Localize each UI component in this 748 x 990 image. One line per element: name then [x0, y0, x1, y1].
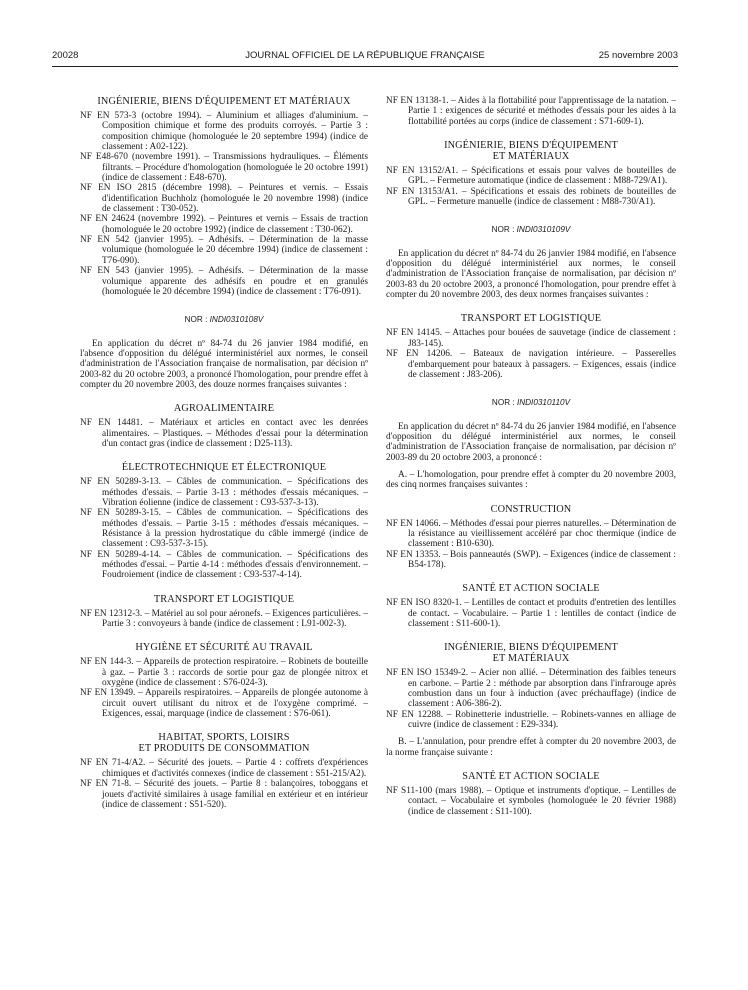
journal-title: JOURNAL OFFICIEL DE LA RÉPUBLIQUE FRANÇAISE [245, 50, 485, 61]
norm-entry: NF EN 13949. – Appareils respiratoires. – Appareils de plongée autonome à circuit ouvert utilisant du nitrox et de l'oxygène comprimé. – Exigences, essai, marquage (indice de classement : S76-061). [80, 688, 368, 720]
left-column [80, 96, 368, 810]
norm-entry: NF EN 50289-4-14. – Câbles de communication. – Spécifications des méthodes d'essai. – Partie 4-14 : méthodes d'essais d'environnement. – Foudroiement (indice de classement : C93-537-4-14). [80, 549, 368, 581]
section-transport [80, 594, 368, 630]
section-heading: ET PRODUITS DE CONSOMMATION [138, 743, 310, 755]
right-column [386, 96, 676, 817]
section-heading: INGÉNIERIE, BIENS D'ÉQUIPEMENT ET MATÉRIAUX [97, 96, 351, 107]
decree-paragraph: En application du décret nº 84-74 du 26 janvier 1984 modifié, en l'absence d'opposition du délégué interministériel aux normes, le conseil d'administration de l'Association française de normalisation, par décision nº 2003-89 du 20 octobre 2003, a prononcé : [386, 421, 676, 463]
nor-prefix: NOR : [491, 225, 517, 235]
section-hygiene [80, 642, 368, 719]
clause-b: B. – L'annulation, pour prendre effet à compter du 20 novembre 2003, de la norme française suivante : [386, 737, 676, 758]
norm-entry: NF EN 13138-1. – Aides à la flottabilité pour l'apprentissage de la natation. – Partie 1 : exigences de sécurité et méthodes d'essais pour les aides à la flottabilité portées au corps (indice de classement : S71-609-1). [386, 96, 676, 127]
section-heading: TRANSPORT ET LOGISTIQUE [153, 593, 295, 605]
norm-entry: NF EN 50289-3-15. – Câbles de communication. – Spécifications des méthodes d'essais. – Partie 3-15 : méthodes d'essais mécaniques. – Résistance à la pression hydrostatique du câble immergé (indice de classement : C93-537-3-15). [80, 508, 368, 550]
section-habitat [80, 732, 368, 810]
norm-entry: NF EN ISO 8320-1. – Lentilles de contact et produits d'entretien des lentilles de contact. – Vocabulaire. – Partie 1 : lentilles de contact (indice de classement : S11-600-1). [386, 598, 676, 629]
clause-a: A. – L'homologation, pour prendre effet à compter du 20 novembre 2003, des cinq normes françaises suivantes : [386, 469, 676, 491]
norm-entry: NF EN ISO 15349-2. – Acier non allié. – Détermination des faibles teneurs en carbone. – Partie 2 : méthode par absorption dans l'infrarouge après combustion dans un four à induction (avec préchauffage) (indice de classement : A06-386-2). [386, 668, 676, 710]
section-heading: ET MATÉRIAUX [492, 653, 570, 665]
section-transport [386, 313, 676, 380]
norm-entry: NF EN 14481. – Matériaux et articles en contact avec les denrées alimentaires. – Plastiques. – Méthodes d'essai pour la détermination d'un contact gras (indice de classement : D25-113). [80, 418, 368, 449]
norm-entry: NF EN 14066. – Méthodes d'essai pour pierres naturelles. – Détermination de la résistance au vieillissement accéléré par choc thermique (indice de classement : B10-630). [386, 518, 676, 550]
section-heading: INGÉNIERIE, BIENS D'ÉQUIPEMENT [444, 642, 618, 654]
norm-entry: NF EN 50289-3-13. – Câbles de communication. – Spécifications des méthodes d'essais. – Partie 3-13 : méthodes d'essais mécaniques. – Vibration éolienne (indice de classement : C93-537-3-13). [80, 477, 368, 508]
norm-entry: NF EN 543 (janvier 1995). – Adhésifs. – Détermination de la masse volumique apparente des adhésifs en poudre et en granulés (homologuée le 20 décembre 1994) (indice de classement : T76-091). [80, 266, 368, 297]
section-heading: ÉLECTROTECHNIQUE ET ÉLECTRONIQUE [121, 462, 327, 474]
section-ingenierie [386, 642, 676, 730]
norm-entry: NF EN 12288. – Robinetterie industrielle. – Robinets-vannes en alliage de cuivre (indice de classement : E29-334). [386, 709, 676, 731]
norm-entry: NF EN 14206. – Bateaux de navigation intérieure. – Passerelles d'embarquement pour bateaux à passagers. – Exigences, essais (indice de classement : J83-206). [386, 349, 676, 380]
nor-code: INDI0310108V [209, 315, 264, 325]
norm-entry: NF EN 13153/A1. – Spécifications et essais des robinets de bouteilles de GPL. – Fermeture manuelle (indice de classement : M88-730/A1). [386, 186, 676, 208]
publication-date: 25 novembre 2003 [598, 50, 678, 61]
section-heading: HYGIÈNE ET SÉCURITÉ AU TRAVAIL [135, 642, 313, 654]
section-continued [386, 96, 676, 127]
section-ingenierie [386, 140, 676, 207]
decree-paragraph: En application du décret nº 84-74 du 26 janvier 1984 modifié, en l'absence d'opposition du délégué interministériel aux normes, le conseil d'administration de l'Association française de normalisation, par décision nº 2003-82 du 20 octobre 2003, a prononcé l'homologation, pour prendre effet à compter du 20 novembre 2003, des douze normes françaises suivantes : [80, 338, 368, 390]
section-ingenierie [80, 96, 368, 297]
norm-entry: NF EN 13353. – Bois panneautés (SWP). – Exigences (indice de classement : B54-178). [386, 549, 676, 570]
norm-entry: NF EN 14145. – Attaches pour bouées de sauvetage (indice de classement : J83-145). [386, 328, 676, 349]
section-sante [386, 583, 676, 629]
nor-prefix: NOR : [184, 315, 210, 325]
section-heading: INGÉNIERIE, BIENS D'ÉQUIPEMENT [444, 140, 618, 152]
section-agroalimentaire [80, 403, 368, 449]
section-sante [386, 771, 676, 817]
norm-entry: NF EN 24624 (novembre 1992). – Peintures et vernis – Essais de traction (homologuée le 20 octobre 1992) (indice de classement : T30-062). [80, 214, 368, 235]
section-heading: ET MATÉRIAUX [492, 151, 570, 163]
section-heading: HABITAT, SPORTS, LOISIRS [158, 732, 290, 744]
nor-code: INDI0310109V [516, 225, 571, 235]
norm-entry: NF EN 71-4/A2. – Sécurité des jouets. – Partie 4 : coffrets d'expériences chimiques et d'activités connexes (indice de classement : S51-215/A2). [80, 758, 368, 779]
section-electrotechnique [80, 462, 368, 580]
decree-paragraph: En application du décret nº 84-74 du 26 janvier 1984 modifié, en l'absence d'opposition du délégué interministériel aux normes, le conseil d'administration de l'Association française de normalisation, par décision nº 2003-83 du 20 octobre 2003, a prononcé l'homologation, pour prendre effet à compter du 20 novembre 2003, des deux normes françaises suivantes : [386, 248, 676, 301]
norm-entry: NF E48-670 (novembre 1991). – Transmissions hydrauliques. – Éléments filtrants. – Procédure d'homologation (homologuée le 20 octobre 1991) (indice de classement : E48-670). [80, 152, 368, 184]
section-heading: AGROALIMENTAIRE [173, 403, 275, 415]
norm-entry: NF EN 71-8. – Sécurité des jouets. – Partie 8 : balançoires, toboggans et jouets d'activité similaires à usage familial en extérieur et en intérieur (indice de classement : S51-520). [80, 779, 368, 810]
nor-reference [386, 225, 676, 235]
norm-entry: NF EN 144-3. – Appareils de protection respiratoire. – Robinets de bouteille à gaz. – Partie 3 : raccords de sortie pour gaz de plongée nitrox et oxygène (indice de classement : S76-024-3). [80, 657, 368, 689]
nor-reference [386, 398, 676, 408]
section-construction [386, 504, 676, 571]
page-number: 20028 [52, 50, 79, 61]
norm-entry: NF EN 573-3 (octobre 1994). – Aluminium et alliages d'aluminium. – Composition chimique et forme des produits corroyés. – Partie 3 : composition chimique (homologuée le 20 septembre 1994) (indice de classement : A02-122). [80, 111, 368, 153]
page-header [52, 50, 678, 64]
norm-entry: NF EN 13152/A1. – Spécifications et essais pour valves de bouteilles de GPL. – Fermeture automatique (indice de classement : M88-729/A1). [386, 166, 676, 187]
section-heading: CONSTRUCTION [490, 503, 572, 515]
section-heading: SANTÉ ET ACTION SOCIALE [462, 583, 600, 595]
nor-code: INDI0310110V [516, 398, 571, 408]
nor-prefix: NOR : [491, 398, 517, 408]
norm-entry: NF EN 542 (janvier 1995). – Adhésifs. – Détermination de la masse volumique (homologuée le 20 décembre 1994) (indice de classement : T76-090). [80, 235, 368, 266]
section-heading: TRANSPORT ET LOGISTIQUE [460, 313, 602, 325]
norm-entry: NF EN 12312-3. – Matériel au sol pour aéronefs. – Exigences particulières. – Partie 3 : convoyeurs à bande (indice de classement : L91-002-3). [80, 608, 368, 630]
norm-entry: NF S11-100 (mars 1988). – Optique et instruments d'optique. – Lentilles de contact. – Vocabulaire et symboles (homologuée le 20 février 1988) (indice de classement : S11-100). [386, 786, 676, 817]
header-rule [52, 66, 678, 67]
section-heading: SANTÉ ET ACTION SOCIALE [462, 771, 600, 783]
nor-reference [80, 315, 368, 325]
norm-entry: NF EN ISO 2815 (décembre 1998). – Peintures et vernis. – Essais d'identification Buchholz (homologuée le 20 novembre 1998) (indice de classement : T30-052). [80, 183, 368, 215]
